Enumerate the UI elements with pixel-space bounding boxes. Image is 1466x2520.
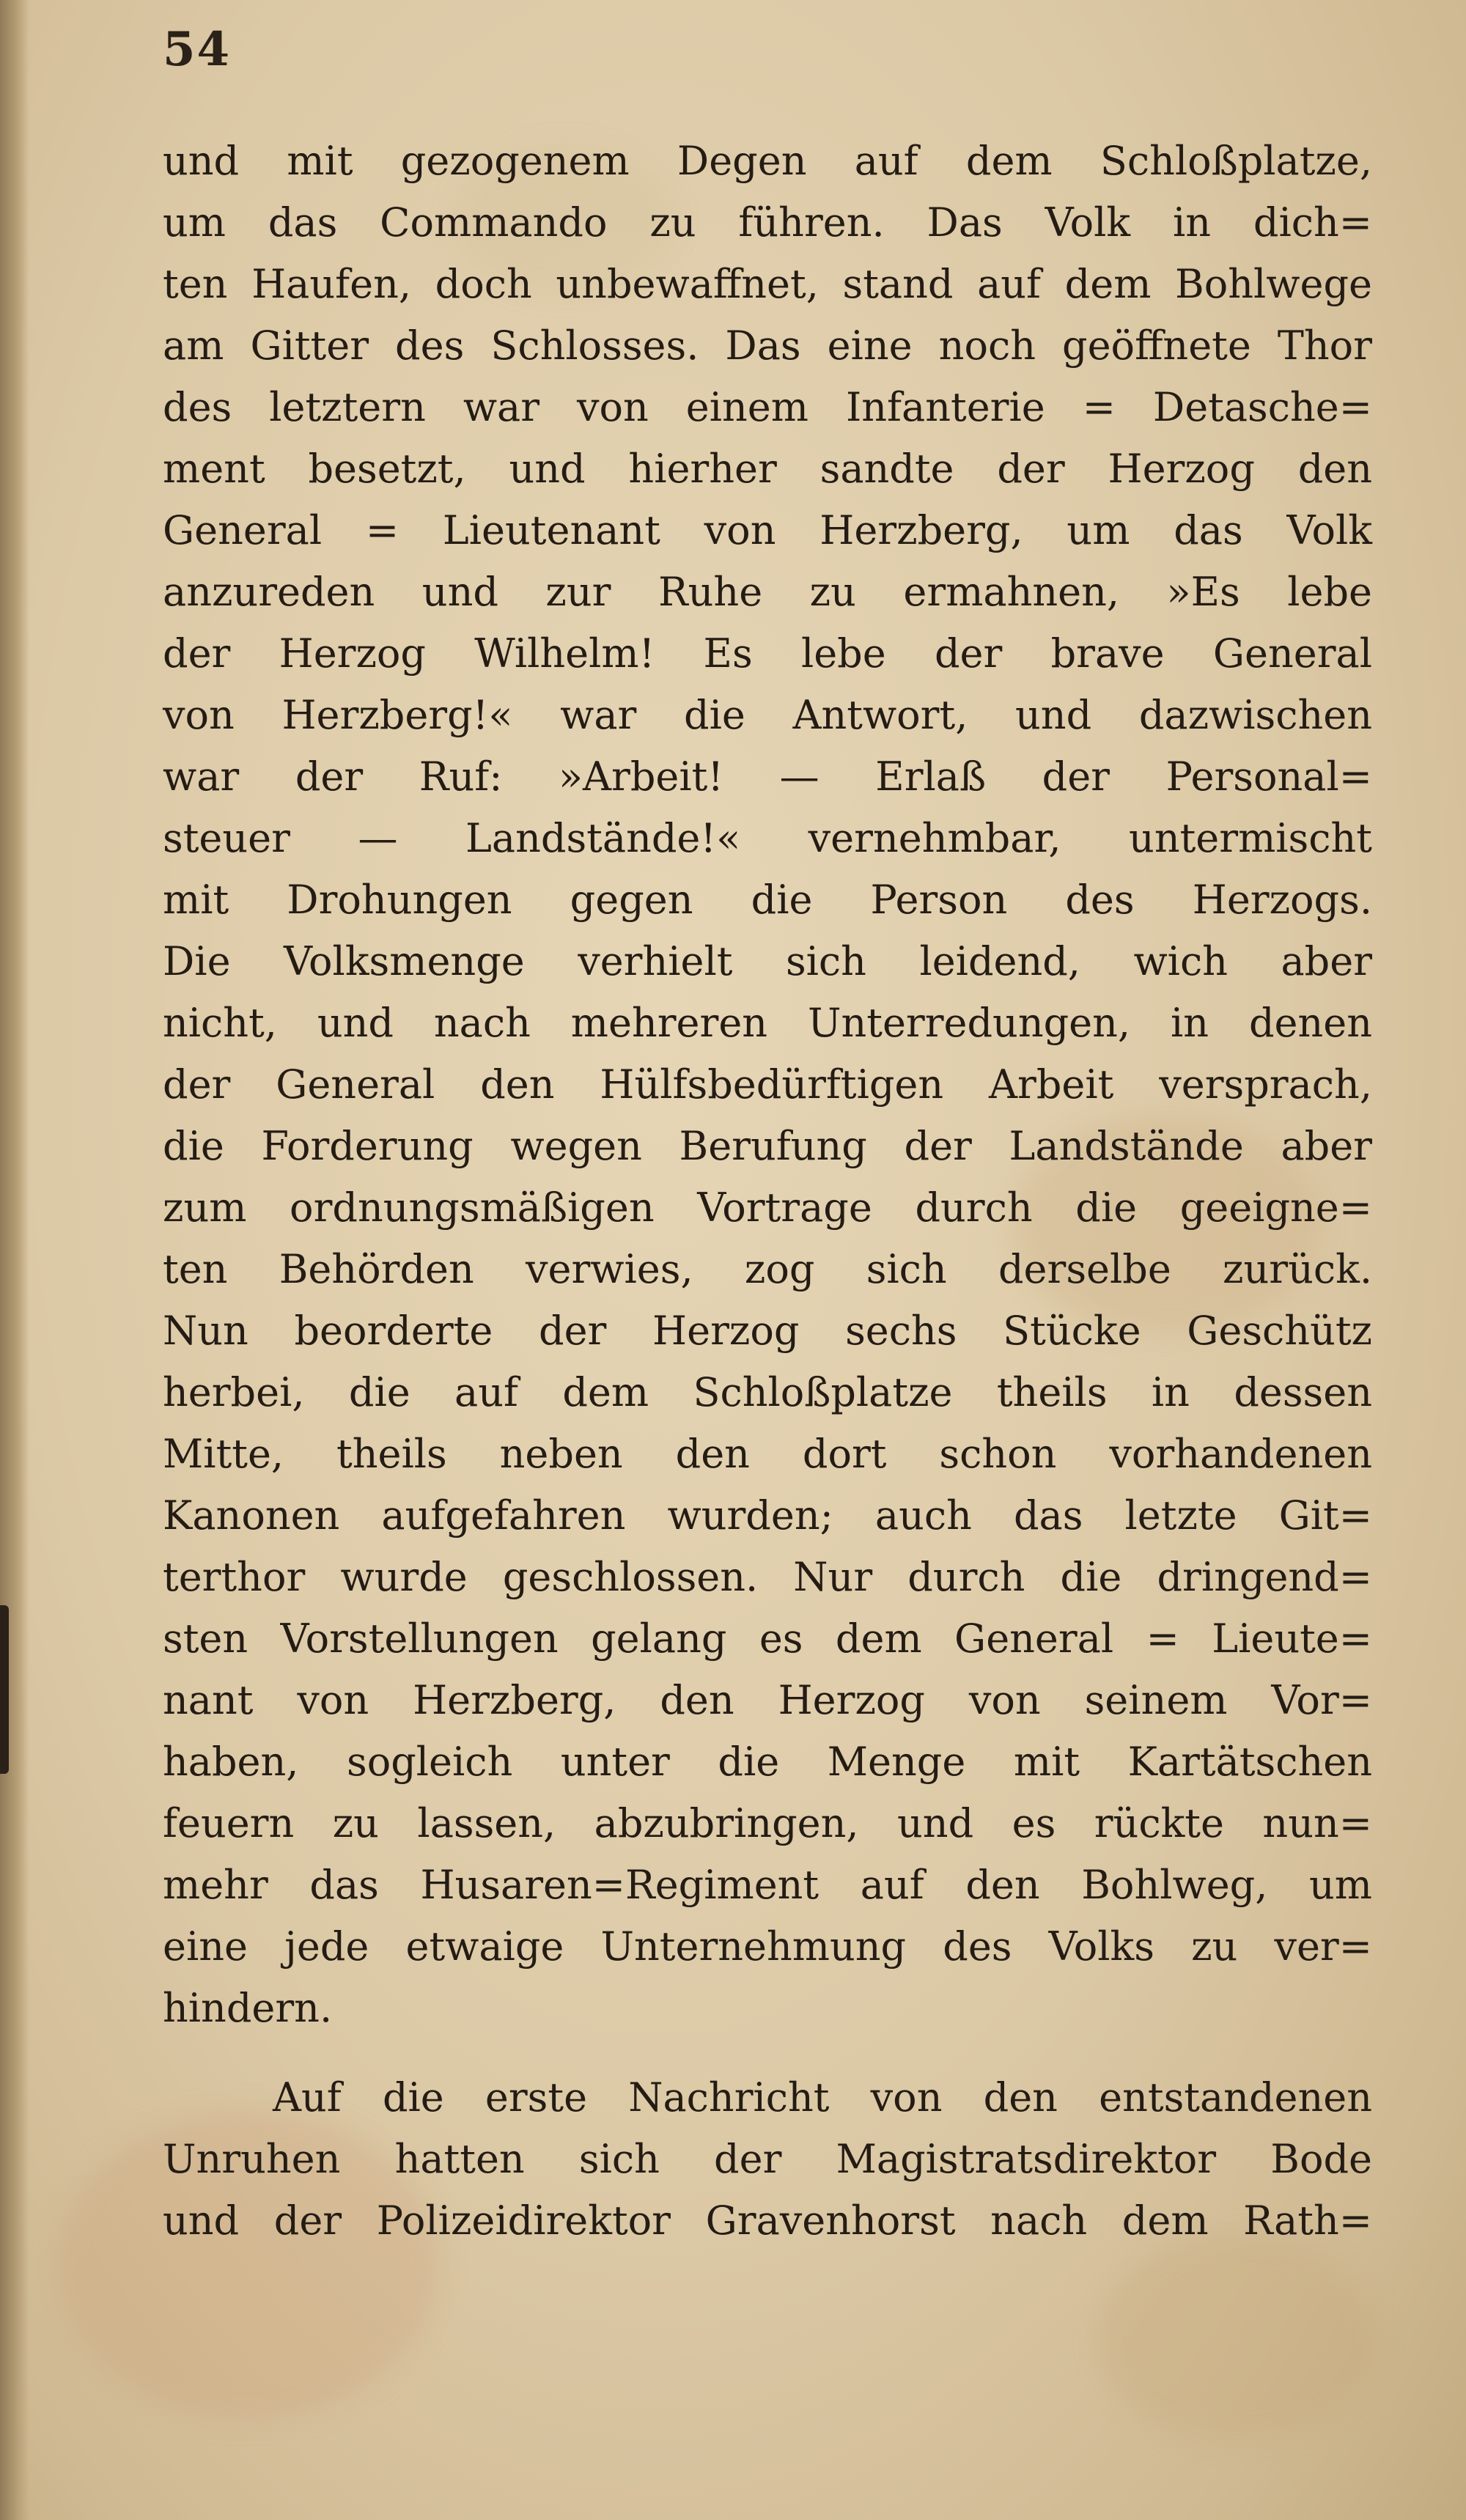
text-line: sten Vorstellungen gelang es dem General = Lieute=	[163, 1615, 1372, 1662]
text-line: feuern zu lassen, abzubringen, und es rückte nun=	[163, 1800, 1372, 1846]
text-line: terthor wurde geschlossen. Nur durch die dringend=	[163, 1554, 1372, 1600]
text-line: und der Polizeidirektor Gravenhorst nach dem Rath=	[163, 2197, 1372, 2244]
page-number: 54	[163, 22, 232, 77]
text-line: die Forderung wegen Berufung der Landstände aber	[163, 1123, 1372, 1169]
text-line: der Herzog Wilhelm! Es lebe der brave General	[163, 630, 1372, 677]
text-line: General = Lieutenant von Herzberg, um das Volk	[163, 507, 1372, 553]
text-line: Auf die erste Nachricht von den entstandenen	[273, 2074, 1372, 2121]
text-line: anzureden und zur Ruhe zu ermahnen, »Es lebe	[163, 569, 1372, 615]
edge-mark	[0, 1605, 9, 1774]
text-line: des letztern war von einem Infanterie = Detasche=	[163, 384, 1372, 430]
text-line: nicht, und nach mehreren Unterredungen, in denen	[163, 1000, 1372, 1046]
text-line: steuer — Landstände!« vernehmbar, untermischt	[163, 815, 1372, 861]
text-line: am Gitter des Schlosses. Das eine noch geöffnete Thor	[163, 323, 1372, 369]
text-line: haben, sogleich unter die Menge mit Kartätschen	[163, 1739, 1372, 1785]
text-line: eine jede etwaige Unternehmung des Volks zu ver=	[163, 1923, 1372, 1970]
text-line: Kanonen aufgefahren wurden; auch das letzte Git=	[163, 1492, 1372, 1539]
text-line: Unruhen hatten sich der Magistratsdirektor Bode	[163, 2136, 1372, 2182]
text-line: Mitte, theils neben den dort schon vorhandenen	[163, 1431, 1372, 1477]
text-line: und mit gezogenem Degen auf dem Schloßplatze,	[163, 138, 1372, 184]
body-text	[163, 130, 1372, 2252]
text-line: herbei, die auf dem Schloßplatze theils in dessen	[163, 1369, 1372, 1415]
text-line: ten Behörden verwies, zog sich derselbe zurück.	[163, 1246, 1372, 1292]
page-gutter	[0, 0, 29, 2520]
text-line: Nun beorderte der Herzog sechs Stücke Geschütz	[163, 1308, 1372, 1354]
paper-stain	[1100, 2236, 1378, 2441]
text-line: mit Drohungen gegen die Person des Herzogs.	[163, 877, 1372, 923]
text-line: ment besetzt, und hierher sandte der Herzog den	[163, 446, 1372, 492]
text-line: der General den Hülfsbedürftigen Arbeit versprach,	[163, 1061, 1372, 1108]
paragraph-gap	[163, 2039, 1372, 2067]
text-line: nant von Herzberg, den Herzog von seinem Vor=	[163, 1677, 1372, 1723]
text-line: Die Volksmenge verhielt sich leidend, wich aber	[163, 938, 1372, 984]
text-line: zum ordnungsmäßigen Vortrage durch die geeigne=	[163, 1185, 1372, 1231]
text-line: war der Ruf: »Arbeit! — Erlaß der Personal=	[163, 754, 1372, 800]
text-line: hindern.	[163, 1985, 333, 2031]
text-line: von Herzberg!« war die Antwort, und dazwischen	[163, 692, 1372, 738]
text-line: ten Haufen, doch unbewaffnet, stand auf dem Bohlwege	[163, 261, 1372, 307]
text-line: mehr das Husaren=Regiment auf den Bohlweg, um	[163, 1862, 1372, 1908]
text-line: um das Commando zu führen. Das Volk in dich=	[163, 199, 1372, 246]
